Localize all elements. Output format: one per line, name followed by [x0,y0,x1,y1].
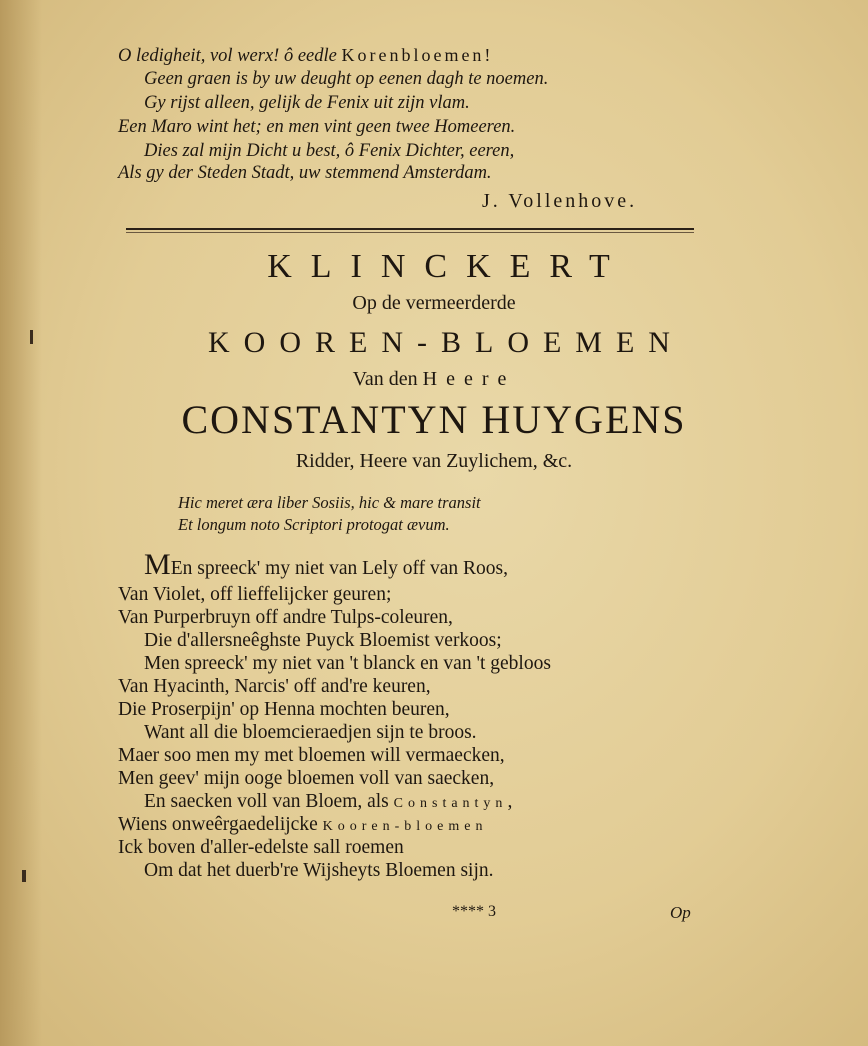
page-edge-shadow [0,0,42,1046]
ink-mark [22,870,26,882]
sonnet-line-10: Men geev' mijn ooge bloemen voll van saecken, [118,768,495,789]
top-poem-line-5: Dies zal mijn Dicht u best, ô Fenix Dichter, eeren, [144,141,515,161]
line-text-post: , [507,791,513,812]
sonnet-line-8: Want all die bloemcieraedjen sijn te broos. [144,722,477,743]
sonnet-line-6: Van Hyacinth, Narcis' off and're keuren, [118,676,431,697]
drop-cap: M [144,548,171,581]
line-text: En saecken voll van Bloem, als [144,791,394,812]
heading-subtitle: Op de vermeerderde [352,292,516,314]
heading-title: KLINCKERT [267,248,629,285]
heading-heere-text: Heere [422,368,516,390]
sonnet-line-7: Die Proserpijn' op Henna mochten beuren, [118,699,450,720]
heading-van-text: Van den [352,368,423,390]
sonnet-line-1 [144,548,508,581]
sonnet-line-9: Maer soo men my met bloemen will vermaecken, [118,745,505,766]
line-caps: Kooren-bloemen [322,819,488,834]
sonnet-line-3: Van Purperbruyn off andre Tulps-coleuren, [118,607,453,628]
catchword: Op [670,903,691,922]
top-poem-line-1 [118,44,493,67]
heading-author-title: Ridder, Heere van Zuylichem, &c. [295,450,573,472]
sonnet-line-12 [118,813,487,838]
sonnet-line-2: Van Violet, off lieffelijcker geuren; [118,584,392,605]
heading-author-name: CONSTANTYN HUYGENS [181,397,687,442]
separator-rule-thin [126,232,694,233]
sonnet-line-11 [144,790,512,815]
line-caps: Korenbloemen! [341,45,494,65]
top-poem-line-4: Een Maro wint het; en men vint geen twee Homeeren. [118,117,516,137]
motto-line-2: Et longum noto Scriptori protogat ævum. [178,515,450,534]
top-poem-line-3: Gy rijst alleen, gelijk de Fenix uit zijn vlam. [144,93,470,113]
line-text: O ledigheit, vol werx! ô eedle [118,46,342,66]
heading-van-den-heere [0,368,868,391]
line-text: Wiens onweêrgaedelijcke [118,814,323,835]
sonnet-line-4: Die d'allersneêghste Puyck Bloemist verkoos; [144,630,502,651]
line-text: En spreeck' my niet van Lely off van Roos, [170,558,508,579]
sonnet-line-5: Men spreeck' my niet van 't blanck en van 't gebloos [144,653,551,674]
poem-signature: J. Vollenhove. [482,190,638,212]
signature-mark: **** 3 [452,903,496,920]
top-poem-line-2: Geen graen is by uw deught op eenen dagh te noemen. [144,69,549,89]
line-caps: Constantyn [393,796,508,811]
motto-line-1: Hic meret æra liber Sosiis, hic & mare transit [178,493,481,512]
sonnet-line-13: Ick boven d'aller-edelste sall roemen [118,837,404,858]
heading-kooren-bloemen: KOOREN-BLOEMEN [208,326,684,359]
sonnet-line-14: Om dat het duerb're Wijsheyts Bloemen sijn. [144,860,494,881]
top-poem-line-6: Als gy der Steden Stadt, uw stemmend Amsterdam. [118,163,492,183]
separator-rule [126,228,694,230]
